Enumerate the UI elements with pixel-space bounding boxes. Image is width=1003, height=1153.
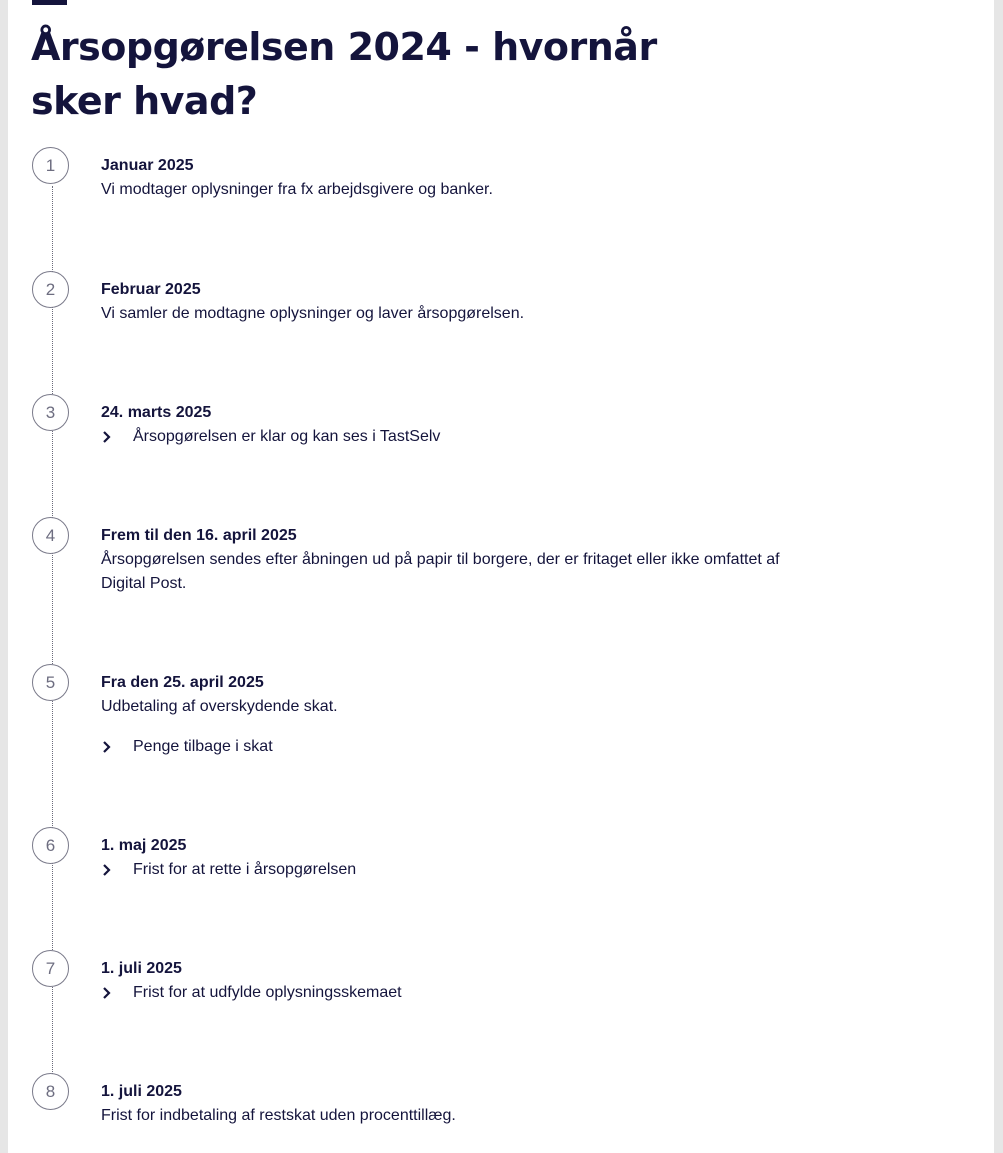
step-description: Vi samler de modtagne oplysninger og laver årsopgørelsen. <box>101 305 525 322</box>
link-label: Årsopgørelsen er klar og kan ses i TastSelv <box>133 428 441 445</box>
step-number-badge: 4 <box>32 517 69 554</box>
link-arsopgorelsen-tastselv[interactable] <box>101 425 821 449</box>
step-content <box>101 1080 821 1128</box>
step-content <box>101 278 821 326</box>
step-content <box>101 524 821 596</box>
step-date: 1. juli 2025 <box>101 1083 182 1100</box>
step-date: Januar 2025 <box>101 157 194 174</box>
step-content <box>101 401 821 449</box>
link-label: Frist for at udfylde oplysningsskemaet <box>133 984 402 1001</box>
link-label: Frist for at rette i årsopgørelsen <box>133 861 357 878</box>
step-content <box>101 834 821 882</box>
step-number-badge: 8 <box>32 1073 69 1110</box>
step-date: 1. juli 2025 <box>101 960 182 977</box>
chevron-right-icon <box>101 858 133 882</box>
step-description: Udbetaling af overskydende skat. <box>101 698 338 715</box>
step-number-badge: 5 <box>32 664 69 701</box>
page <box>8 0 994 1153</box>
step-description: Årsopgørelsen sendes efter åbningen ud på papir til borgere, der er fritaget eller ikke omfattet af Digital Post. <box>101 551 780 592</box>
link-frist-rette[interactable] <box>101 858 821 882</box>
step-date: Fra den 25. april 2025 <box>101 674 264 691</box>
step-number-badge: 3 <box>32 394 69 431</box>
accent-bar <box>32 0 67 5</box>
link-oplysningsskema[interactable] <box>101 981 821 1005</box>
link-penge-tilbage[interactable] <box>101 735 821 759</box>
chevron-right-icon <box>101 981 133 1005</box>
step-description: Vi modtager oplysninger fra fx arbejdsgivere og banker. <box>101 181 493 198</box>
step-number-badge: 2 <box>32 271 69 308</box>
step-content <box>101 154 821 202</box>
step-date: 24. marts 2025 <box>101 404 212 421</box>
chevron-right-icon <box>101 735 133 759</box>
page-title: Årsopgørelsen 2024 - hvornår sker hvad? <box>31 25 657 123</box>
step-date: Februar 2025 <box>101 281 201 298</box>
step-number-badge: 6 <box>32 827 69 864</box>
step-description: Frist for indbetaling af restskat uden procenttillæg. <box>101 1107 456 1124</box>
step-content <box>101 671 821 759</box>
step-number-badge: 1 <box>32 147 69 184</box>
timeline-line <box>52 186 53 1082</box>
step-content <box>101 957 821 1005</box>
chevron-right-icon <box>101 425 133 449</box>
step-date: 1. maj 2025 <box>101 837 187 854</box>
step-date: Frem til den 16. april 2025 <box>101 527 297 544</box>
link-label: Penge tilbage i skat <box>133 738 273 755</box>
step-number-badge: 7 <box>32 950 69 987</box>
